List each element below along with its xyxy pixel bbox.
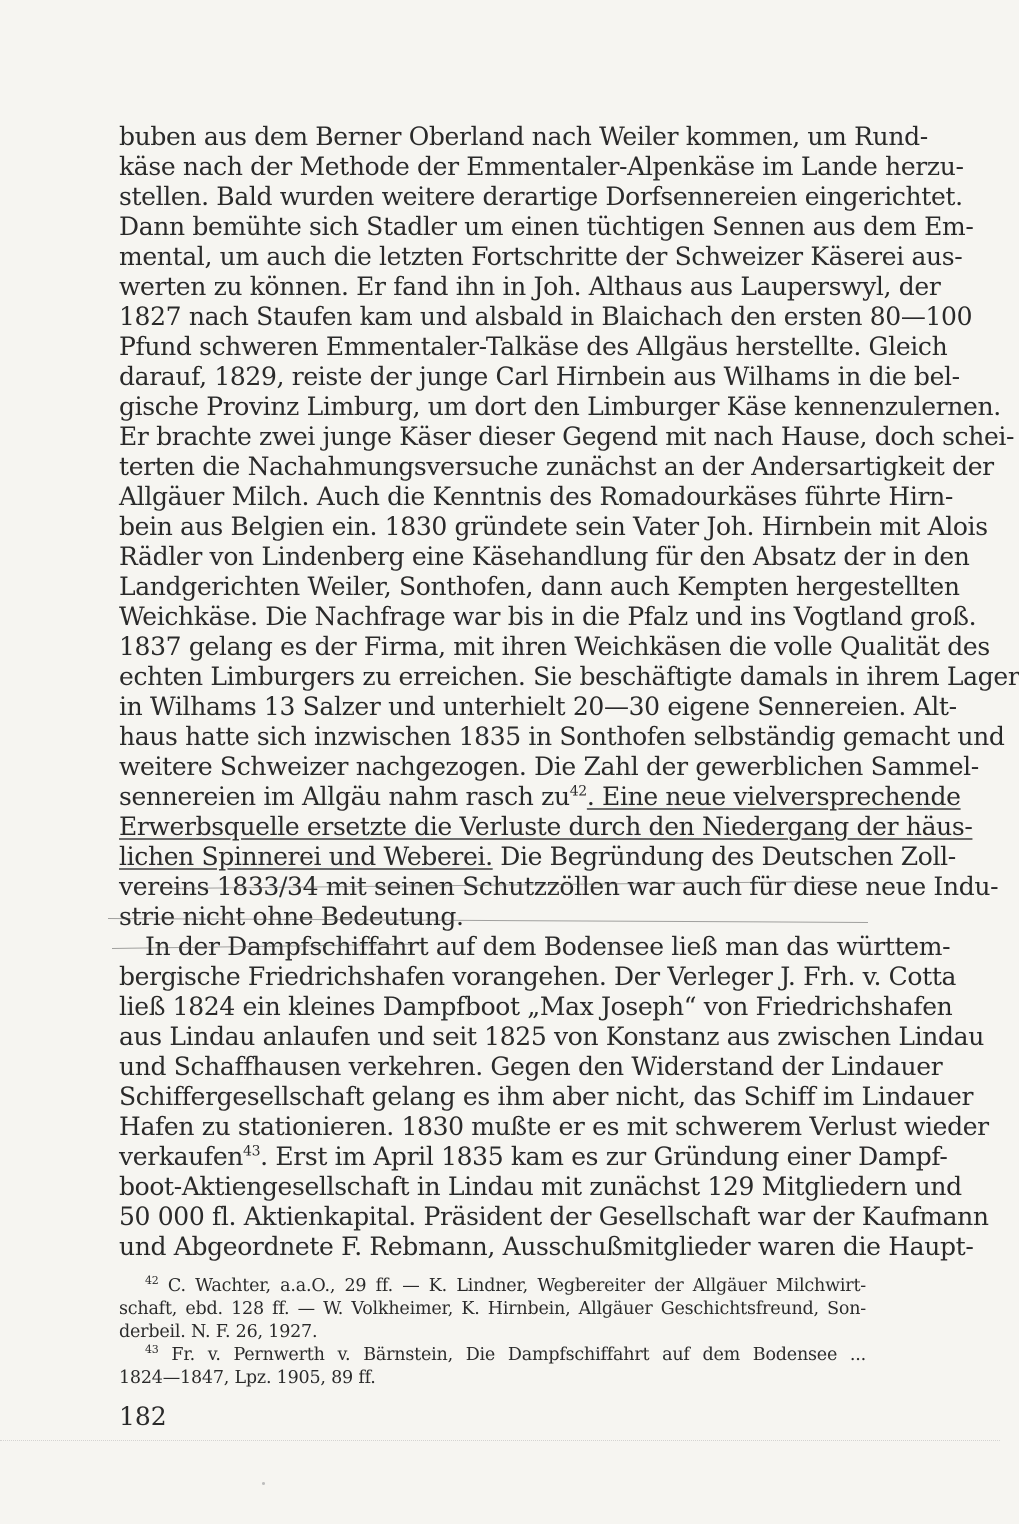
body-line: vereins 1833/34 mit seinen Schutzzöllen war auch für diese neue Indu-: [119, 872, 999, 901]
footnote-line: derbeil. N. F. 26, 1927.: [119, 1322, 318, 1342]
footnote-line: [145, 1275, 866, 1298]
body-line: [119, 842, 956, 871]
body-line: gische Provinz Limburg, um dort den Limburger Käse kennenzulernen.: [119, 392, 1001, 421]
body-line: boot-Aktiengesellschaft in Lindau mit zunächst 129 Mitgliedern und: [119, 1172, 962, 1201]
body-text: . Erst im April 1835 kam es zur Gründung einer Dampf-: [260, 1142, 948, 1171]
footnote-line: [145, 1344, 866, 1367]
body-line: mental, um auch die letzten Fortschritte der Schweizer Käserei aus-: [119, 242, 963, 271]
body-line: käse nach der Methode der Emmentaler-Alpenkäse im Lande herzu-: [119, 152, 964, 181]
footnote-reference: 43: [243, 1143, 261, 1160]
body-line: bein aus Belgien ein. 1830 gründete sein Vater Joh. Hirnbein mit Alois: [119, 512, 988, 541]
body-line: aus Lindau anlaufen und seit 1825 von Konstanz aus zwischen Lindau: [119, 1022, 984, 1051]
body-line: terten die Nachahmungsversuche zunächst an der Andersartigkeit der: [119, 452, 994, 481]
body-line: Landgerichten Weiler, Sonthofen, dann auch Kempten hergestellten: [119, 572, 960, 601]
body-text: sennereien im Allgäu nahm rasch zu: [119, 782, 570, 811]
footnote-line: schaft, ebd. 128 ff. — W. Volkheimer, K. Hirnbein, Allgäuer Geschichtsfreund, Son-: [119, 1299, 866, 1319]
underlined-text: . Eine neue vielversprechende: [586, 782, 961, 811]
underlined-text: lichen Spinnerei und Weberei.: [119, 842, 493, 871]
footnote-line: 1824—1847, Lpz. 1905, 89 ff.: [119, 1368, 376, 1388]
body-line: darauf, 1829, reiste der junge Carl Hirnbein aus Wilhams in die bel-: [119, 362, 960, 391]
body-line: stellen. Bald wurden weitere derartige Dorfsennereien eingerichtet.: [119, 182, 963, 211]
body-line: echten Limburgers zu erreichen. Sie beschäftigte damals in ihrem Lager: [119, 662, 1019, 691]
body-line: und Schaffhausen verkehren. Gegen den Widerstand der Lindauer: [119, 1052, 943, 1081]
body-line: strie nicht ohne Bedeutung.: [119, 902, 464, 931]
body-line: Er brachte zwei junge Käser dieser Gegend mit nach Hause, doch schei-: [119, 422, 1015, 451]
body-line: Hafen zu stationieren. 1830 mußte er es mit schwerem Verlust wieder: [119, 1112, 989, 1141]
body-line: ließ 1824 ein kleines Dampfboot „Max Joseph“ von Friedrichshafen: [119, 992, 953, 1021]
body-line: In der Dampfschiffahrt auf dem Bodensee ließ man das württem-: [145, 932, 951, 961]
body-line: Schiffergesellschaft gelang es ihm aber nicht, das Schiff im Lindauer: [119, 1082, 974, 1111]
body-line: und Abgeordnete F. Rebmann, Ausschußmitglieder waren die Haupt-: [119, 1232, 974, 1261]
body-line: 1837 gelang es der Firma, mit ihren Weichkäsen die volle Qualität des: [119, 632, 990, 661]
body-line: Dann bemühte sich Stadler um einen tüchtigen Sennen aus dem Em-: [119, 212, 974, 241]
body-text: Die Begründung des Deutschen Zoll-: [492, 842, 956, 871]
scan-speck: [262, 1482, 265, 1485]
body-line: 1827 nach Staufen kam und alsbald in Blaichach den ersten 80—100: [119, 302, 973, 331]
footnote-marker: 43: [145, 1343, 159, 1357]
underlined-text: Erwerbsquelle ersetzte die Verluste durch den Niedergang der häus-: [119, 812, 973, 841]
body-line: 50 000 fl. Aktienkapital. Präsident der Gesellschaft war der Kaufmann: [119, 1202, 989, 1231]
body-line: bergische Friedrichshafen vorangehen. Der Verleger J. Frh. v. Cotta: [119, 962, 957, 991]
body-line: Allgäuer Milch. Auch die Kenntnis des Romadourkäses führte Hirn-: [119, 482, 953, 511]
footnote-marker: 42: [145, 1274, 159, 1288]
body-line: buben aus dem Berner Oberland nach Weiler kommen, um Rund-: [119, 122, 928, 151]
body-line: [119, 812, 973, 841]
footnote-reference: 42: [569, 783, 587, 800]
page-number: 182: [119, 1402, 167, 1431]
body-line: Pfund schweren Emmentaler-Talkäse des Allgäus herstellte. Gleich: [119, 332, 948, 361]
body-line: werten zu können. Er fand ihn in Joh. Althaus aus Lauperswyl, der: [119, 272, 941, 301]
body-line: haus hatte sich inzwischen 1835 in Sonthofen selbständig gemacht und: [119, 722, 1005, 751]
body-line: [119, 1142, 948, 1171]
footnote-text: Fr. v. Pernwerth v. Bärnstein, Die Dampfschiffahrt auf dem Bodensee ...: [158, 1345, 866, 1365]
footnote-text: C. Wachter, a.a.O., 29 ff. — K. Lindner, Wegbereiter der Allgäuer Milchwirt-: [158, 1276, 866, 1296]
body-line: Rädler von Lindenberg eine Käsehandlung für den Absatz der in den: [119, 542, 970, 571]
body-line: Weichkäse. Die Nachfrage war bis in die Pfalz und ins Vogtland groß.: [119, 602, 977, 631]
scan-artifact: [0, 1440, 1000, 1441]
body-line: weitere Schweizer nachgezogen. Die Zahl der gewerblichen Sammel-: [119, 752, 979, 781]
body-text: verkaufen: [119, 1142, 244, 1171]
body-line: [119, 782, 961, 811]
body-line: in Wilhams 13 Salzer und unterhielt 20—30 eigene Sennereien. Alt-: [119, 692, 957, 721]
